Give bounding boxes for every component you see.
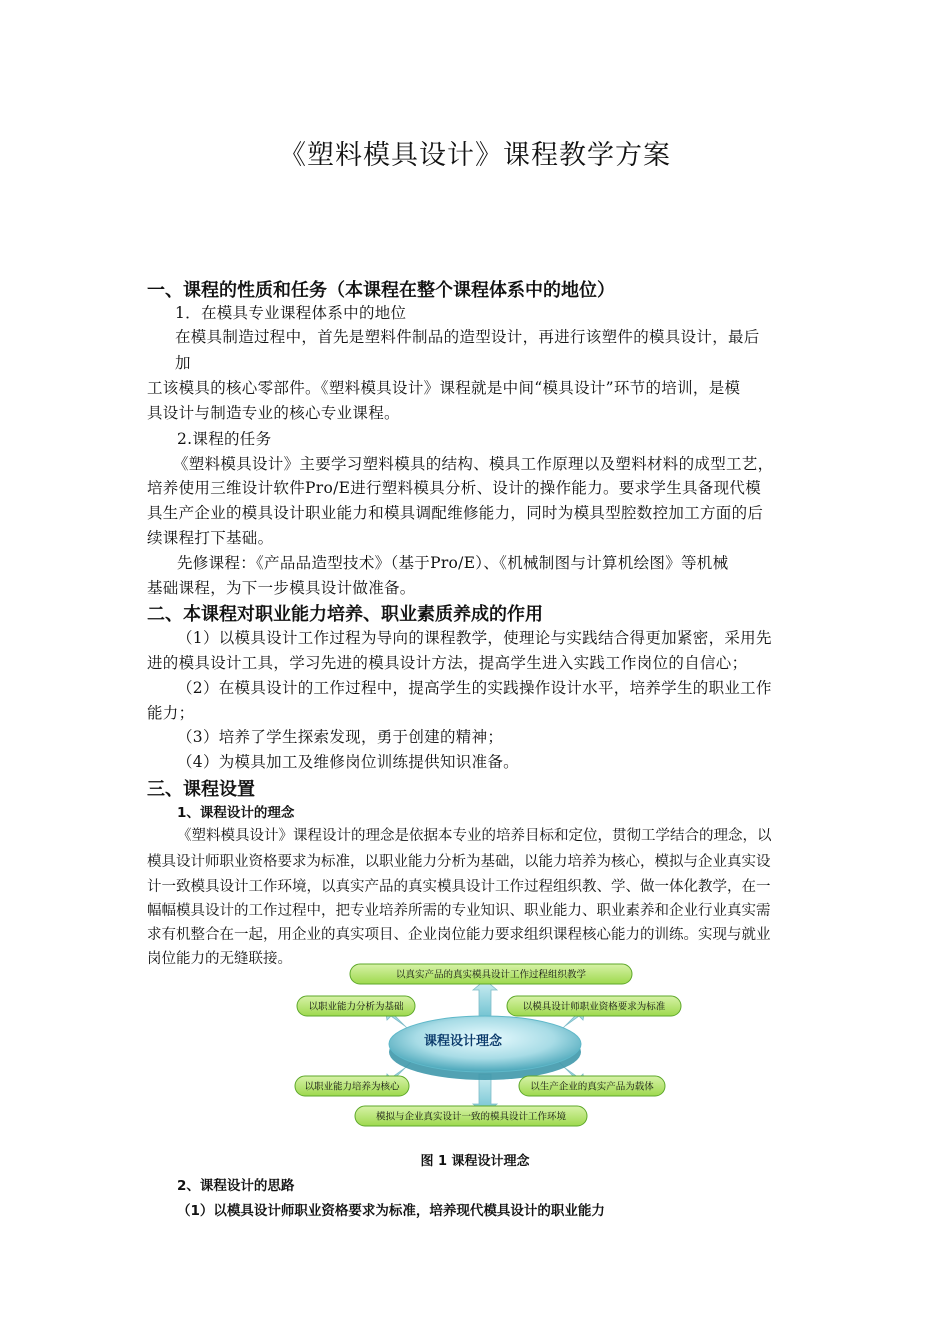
section-3-para-line-3: 计一致模具设计工作环境，以真实产品的真实模具设计工作过程组织教、学、做一体化教学，在一 — [147, 879, 771, 895]
section-3-sub-2: 2、课程设计的思路 — [177, 1178, 295, 1194]
section-1-para-1-line-2: 加 — [175, 354, 191, 372]
section-1-para-2-line-4: 续课程打下基础。 — [147, 529, 274, 547]
section-3-para-line-5: 求有机整合在一起，用企业的真实项目、企业岗位能力要求组织课程核心能力的训练。实现与就业 — [147, 927, 771, 943]
section-3-sub-2-item-1: （1）以模具设计师职业资格要求为标准，培养现代模具设计的职业能力 — [177, 1203, 605, 1219]
diagram-box-top-label: 以真实产品的真实模具设计工作过程组织教学 — [395, 969, 587, 981]
section-3-para-line-6: 岗位能力的无缝联接。 — [147, 951, 292, 967]
section-3-para-line-4: 幅幅模具设计的工作过程中，把专业培养所需的专业知识、职业能力、职业素养和企业行业真实需 — [147, 903, 771, 919]
diagram-box-upper-left-label: 以职业能力分析为基础 — [308, 1001, 404, 1013]
section-1-para-2-line-2: 培养使用三维设计软件Pro/E进行塑料模具分析、设计的操作能力。要求学生具备现代模 — [147, 479, 762, 497]
section-1-para-1-line-1: 在模具制造过程中，首先是塑料件制品的造型设计，再进行该塑件的模具设计，最后 — [175, 328, 760, 346]
diagram-box-upper-right-label: 以模具设计师职业资格要求为标准 — [522, 1001, 666, 1013]
section-2-item-2-line-2: 能力； — [147, 704, 195, 722]
section-1-sub-2: 2.课程的任务 — [177, 430, 272, 448]
section-1-para-2-line-1: 《塑料模具设计》主要学习塑料模具的结构、模具工作原理以及塑料材料的成型工艺， — [173, 455, 774, 473]
section-2-item-3: （3）培养了学生探索发现，勇于创建的精神； — [177, 728, 504, 746]
section-1-para-1-line-4: 具设计与制造专业的核心专业课程。 — [147, 404, 400, 422]
section-3-heading: 三、课程设置 — [147, 779, 255, 800]
section-2-item-4: （4）为模具加工及维修岗位训练提供知识准备。 — [177, 753, 519, 771]
diagram-center-label: 课程设计理念 — [423, 1033, 503, 1048]
section-1-para-2-line-3: 具生产企业的模具设计职业能力和模具调配维修能力，同时为模具型腔数控加工方面的后 — [147, 504, 764, 522]
arrow-up — [473, 980, 497, 1020]
document-title: 《塑料模具设计》课程教学方案 — [279, 140, 671, 171]
section-2-item-2-line-1: （2）在模具设计的工作过程中，提高学生的实践操作设计水平，培养学生的职业工作 — [177, 679, 772, 697]
section-1-para-1-line-3: 工该模具的核心零部件。《塑料模具设计》课程就是中间“模具设计”环节的培训，是模 — [147, 379, 741, 397]
section-1-sub-1: 1．在模具专业课程体系中的地位 — [175, 304, 407, 322]
section-1-para-3-line-2: 基础课程，为下一步模具设计做准备。 — [147, 579, 416, 597]
diagram-box-lower-right-label: 以生产企业的真实产品为载体 — [530, 1081, 654, 1093]
section-2-item-1-line-1: （1）以模具设计工作过程为导向的课程教学，使理论与实践结合得更加紧密，采用先 — [177, 629, 772, 647]
course-design-concept-diagram — [293, 962, 685, 1132]
section-3-para-line-1: 《塑料模具设计》课程设计的理念是依据本专业的培养目标和定位，贯彻工学结合的理念，以 — [177, 828, 772, 844]
section-3-sub-1: 1、课程设计的理念 — [177, 805, 295, 821]
section-1-para-3-line-1: 先修课程：《产品品造型技术》（基于Pro/E）、《机械制图与计算机绘图》等机械 — [177, 554, 729, 572]
section-1-heading: 一、课程的性质和任务（本课程在整个课程体系中的地位） — [147, 280, 615, 301]
figure-caption: 图 1 课程设计理念 — [420, 1154, 530, 1169]
diagram-box-bottom-label: 模拟与企业真实设计一致的模具设计工作环境 — [375, 1111, 567, 1123]
section-2-item-1-line-2: 进的模具设计工具，学习先进的模具设计方法，提高学生进入实践工作岗位的自信心； — [147, 654, 748, 672]
section-2-heading: 二、本课程对职业能力培养、职业素质养成的作用 — [147, 604, 543, 625]
diagram-box-lower-left-label: 以职业能力培养为核心 — [304, 1081, 400, 1093]
section-3-para-line-2: 模具设计师职业资格要求为标准，以职业能力分析为基础，以能力培养为核心，模拟与企业真实设 — [147, 854, 771, 870]
